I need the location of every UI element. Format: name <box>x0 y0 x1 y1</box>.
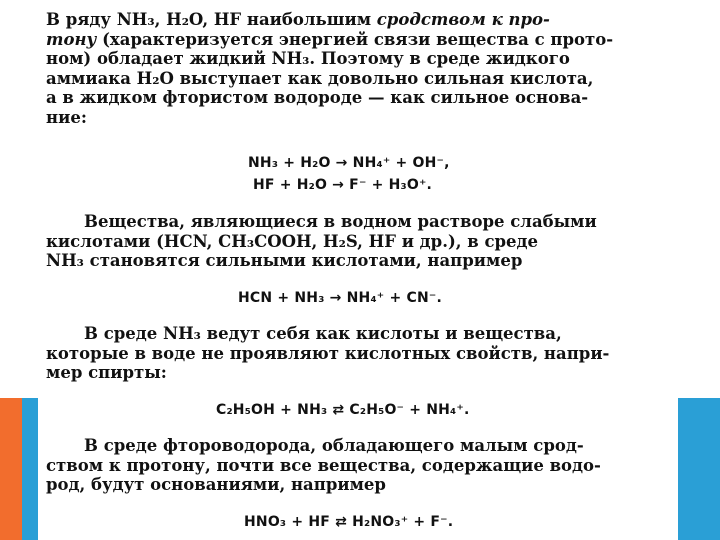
text-line: кислотами (HCN, CH₃COOH, H₂S, HF и др.), в среде <box>46 231 539 251</box>
orange-accent-bar <box>0 398 22 540</box>
text-line: Вещества, являющиеся в водном растворе слабыми <box>84 212 597 231</box>
text-run: В ряду NH₃, H₂O, HF наибольшим <box>46 10 377 29</box>
blue-accent-bar-left <box>22 398 38 540</box>
text-run-italic: сродством к про- <box>376 10 550 29</box>
equation-5: HNO₃ + HF ⇄ H₂NO₃⁺ + F⁻. <box>244 514 454 530</box>
text-run: (характеризуется энергией связи вещества с прото- <box>96 29 614 49</box>
text-line: ние: <box>46 107 87 127</box>
equation-3: HCN + NH₃ → NH₄⁺ + CN⁻. <box>238 290 442 306</box>
paragraph-3 <box>46 324 672 383</box>
text-line: ном) обладает жидкий NH₃. Поэтому в среде жидкого <box>46 49 570 69</box>
text-line <box>46 10 672 30</box>
paragraph-4 <box>46 436 672 495</box>
scanned-page <box>38 0 678 540</box>
paragraph-1 <box>46 10 672 128</box>
text-line <box>46 30 672 50</box>
text-line: которые в воде не проявляют кислотных свойств, напри- <box>46 343 610 363</box>
equation-4: C₂H₅OH + NH₃ ⇄ C₂H₅O⁻ + NH₄⁺. <box>216 402 470 418</box>
text-line: В среде фтороводорода, обладающего малым срод- <box>84 436 584 455</box>
text-line: ством к протону, почти все вещества, содержащие водо- <box>46 455 601 475</box>
text-line: В среде NH₃ ведут себя как кислоты и вещества, <box>84 324 562 343</box>
paragraph-2 <box>46 212 672 271</box>
text-line: мер спирты: <box>46 363 167 383</box>
text-line: род, будут основаниями, например <box>46 475 386 495</box>
blue-accent-bar-right <box>678 398 720 540</box>
text-line: а в жидком фтористом водороде — как сильное основа- <box>46 88 589 108</box>
text-run-italic: тону <box>46 29 97 49</box>
equation-2: HF + H₂O → F⁻ + H₃O⁺. <box>253 177 433 193</box>
text-line: NH₃ становятся сильными кислотами, например <box>46 251 523 271</box>
text-line: аммиака H₂O выступает как довольно сильная кислота, <box>46 68 594 88</box>
equation-1: NH₃ + H₂O → NH₄⁺ + OH⁻, <box>248 155 450 171</box>
